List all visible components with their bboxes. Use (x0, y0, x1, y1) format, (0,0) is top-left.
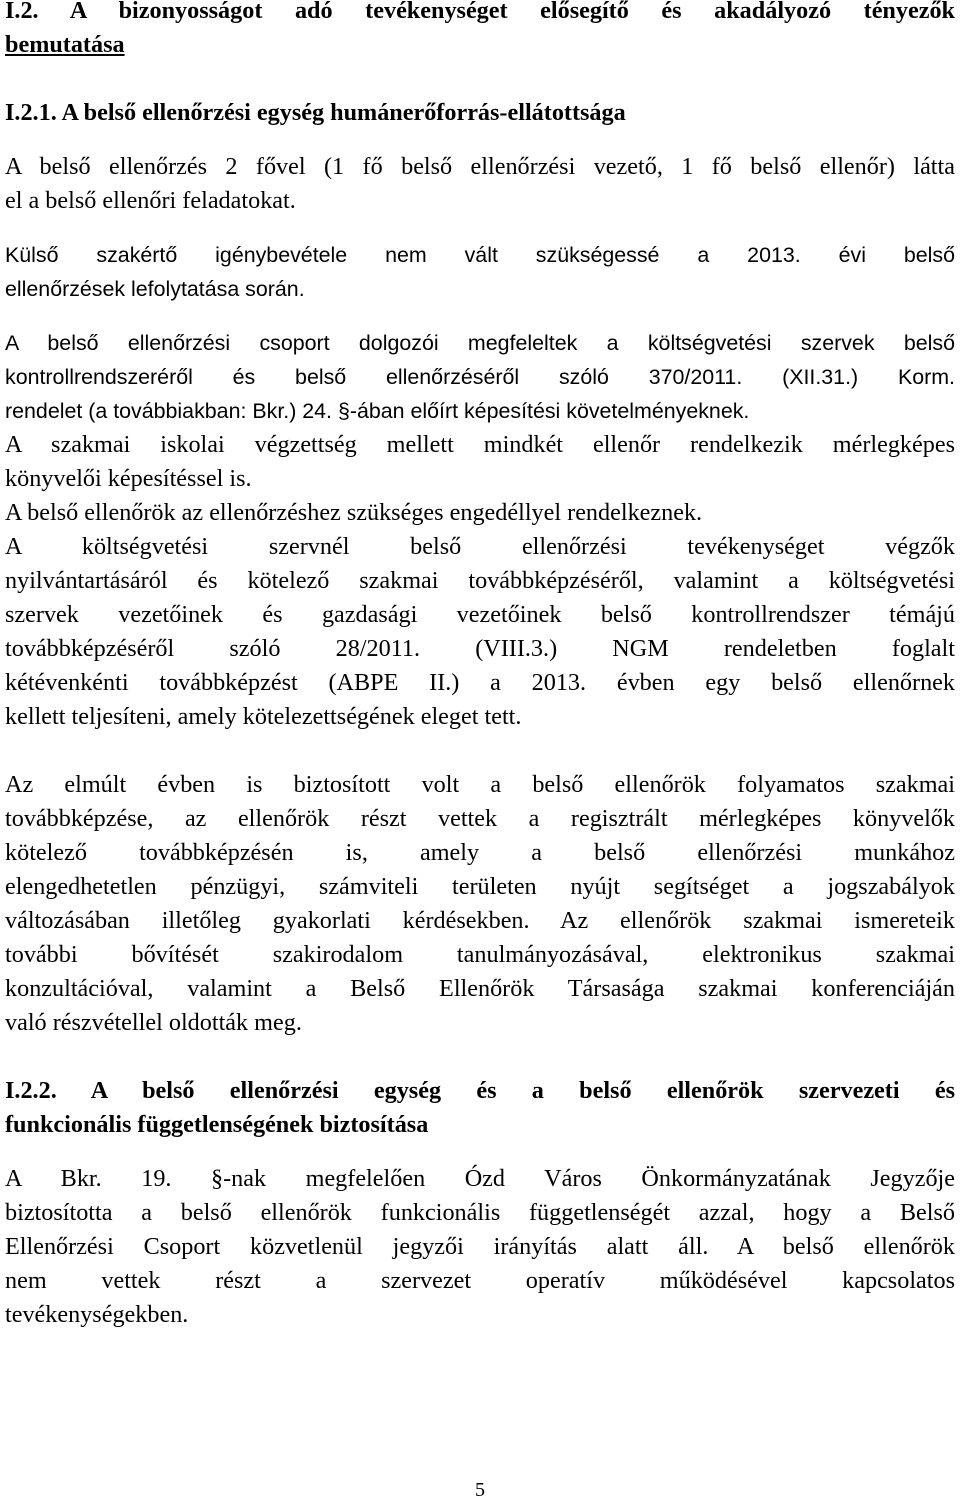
page-number: 5 (475, 1479, 485, 1501)
paragraph-line: biztosította a belső ellenőrök funkcionális függetlenségét azzal, hogy a Belső (5, 1199, 955, 1226)
paragraph-line: A belső ellenőrök az ellenőrzéshez szükséges engedéllyel rendelkeznek. (5, 499, 703, 526)
paragraph-line: kétévenkénti továbbképzést (ABPE II.) a 2013. évben egy belső ellenőrnek (5, 669, 955, 696)
paragraph-line: A Bkr. 19. §-nak megfelelően Ózd Város Önkormányzatának Jegyzője (5, 1165, 955, 1192)
paragraph-line: kontrollrendszeréről és belső ellenőrzéséről szóló 370/2011. (XII.31.) Korm. (5, 365, 955, 389)
paragraph-line: könyvelői képesítéssel is. (5, 465, 252, 492)
section-heading (5, 0, 955, 62)
section-heading-line: I.2. A bizonyosságot adó tevékenységet elősegítő és akadályozó tényezők (5, 0, 955, 24)
paragraph-line: nem vettek részt a szervezet operatív működésével kapcsolatos (5, 1267, 955, 1294)
paragraph-line: kellett teljesíteni, amely kötelezettségének eleget tett. (5, 703, 522, 730)
paragraph-line: A belső ellenőrzés 2 fővel (1 fő belső ellenőrzési vezető, 1 fő belső ellenőr) látta (5, 153, 955, 180)
section-heading-line (5, 28, 955, 62)
section-heading-underlined-text: bemutatása (5, 31, 125, 58)
subsection-title-line: funkcionális függetlenségének biztosítása (5, 1111, 429, 1138)
paragraph-line: rendelet (a továbbiakban: Bkr.) 24. §-ában előírt képesítési követelményeknek. (5, 399, 750, 423)
paragraph-line: Az elmúlt évben is biztosított volt a belső ellenőrök folyamatos szakmai (5, 771, 955, 798)
paragraph-line: Ellenőrzési Csoport közvetlenül jegyzői irányítás alatt áll. A belső ellenőrök (5, 1233, 955, 1260)
paragraph-independence (5, 1162, 955, 1332)
subsection-title-line: I.2.2. A belső ellenőrzési egység és a belső ellenőrök szervezeti és (5, 1077, 955, 1104)
paragraph-qualifications (5, 326, 955, 734)
paragraph-line: elengedhetetlen pénzügyi, számviteli területen nyújt segítséget a jogszabályok (5, 873, 955, 900)
paragraph-line: szervek vezetőinek és gazdasági vezetőinek belső kontrollrendszer témájú (5, 601, 955, 628)
paragraph-line: A szakmai iskolai végzettség mellett mindkét ellenőr rendelkezik mérlegképes (5, 431, 955, 458)
paragraph-line: nyilvántartásáról és kötelező szakmai továbbképzéséről, valamint a költségvetési (5, 567, 955, 594)
paragraph-line: A költségvetési szervnél belső ellenőrzési tevékenységet végzők (5, 533, 955, 560)
paragraph-line: ellenőrzések lefolytatása során. (5, 277, 305, 301)
paragraph-line: el a belső ellenőri feladatokat. (5, 187, 296, 214)
paragraph-external-expert (5, 238, 955, 306)
paragraph-line: A belső ellenőrzési csoport dolgozói megfeleltek a költségvetési szervek belső (5, 331, 955, 355)
paragraph-line: Külső szakértő igénybevétele nem vált szükségessé a 2013. évi belső (5, 243, 955, 267)
paragraph-line: változásában illetőleg gyakorlati kérdésekben. Az ellenőrök szakmai ismereteik (5, 907, 955, 934)
subsection-title-independence (5, 1074, 955, 1142)
subsection-title: I.2.1. A belső ellenőrzési egység humánerőforrás-ellátottsága (5, 99, 626, 126)
paragraph-line: való részvétellel oldották meg. (5, 1009, 302, 1036)
paragraph-training (5, 768, 955, 1040)
paragraph-line: tevékenységekben. (5, 1301, 189, 1328)
paragraph-line: konzultációval, valamint a Belső Ellenőrök Társasága szakmai konferenciáján (5, 975, 955, 1002)
paragraph-staffing (5, 150, 955, 218)
paragraph-line: továbbképzése, az ellenőrök részt vettek a regisztrált mérlegképes könyvelők (5, 805, 955, 832)
paragraph-line: kötelező továbbképzésén is, amely a belső ellenőrzési munkához (5, 839, 955, 866)
paragraph-line: további bővítését szakirodalom tanulmányozásával, elektronikus szakmai (5, 941, 955, 968)
paragraph-line: továbbképzéséről szóló 28/2011. (VIII.3.) NGM rendeletben foglalt (5, 635, 955, 662)
document-page (5, 0, 955, 1332)
